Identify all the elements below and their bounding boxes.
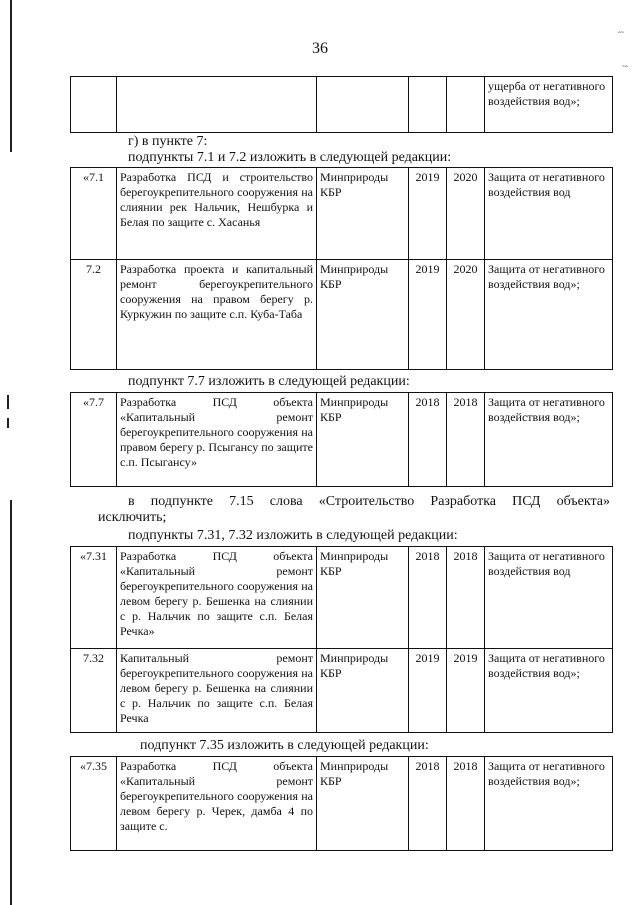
table-row (71, 547, 613, 649)
cell-desc: Разработка ПСД объекта «Капитальный ремонт берегоукрепительного сооружения на правом берегу р. Псыгансу по защите с.п. Псыгансу» (117, 393, 317, 487)
left-margin-tick (7, 395, 9, 409)
cell-end: 2019 (447, 649, 485, 733)
cell-exec: Минприроды КБР (317, 649, 409, 733)
cell-desc: Капитальный ремонт берегоукрепительного сооружения на левом берегу р. Бешенка на слиянии с р. Нальчик по защите с.п. Белая Речка (117, 649, 317, 733)
cell-num (71, 77, 117, 133)
cell-end: 2018 (447, 547, 485, 649)
cell-end: 2018 (447, 393, 485, 487)
text-sub-7-35: подпункт 7.35 изложить в следующей редакции: (140, 738, 429, 753)
text-sub-7-15: в подпункте 7.15 слова «Строительство Разработка ПСД объекта» (128, 494, 610, 509)
table-row (71, 260, 613, 370)
cell-desc: Разработка проекта и капитальный ремонт берегоукрепительного сооружения на правом берегу р. Куркужин по защите с.п. Куба-Таба (117, 260, 317, 370)
cell-exec: Минприроды КБР (317, 757, 409, 851)
left-margin-line (10, 0, 12, 152)
cell-exec (317, 77, 409, 133)
table-7-35 (70, 756, 613, 851)
cell-desc: Разработка ПСД объекта «Капитальный ремонт берегоукрепительного сооружения на левом берегу р. Черек, дамба 4 по защите с. (117, 757, 317, 851)
text-g-point7: г) в пункте 7: (128, 134, 208, 149)
cell-start: 2018 (409, 393, 447, 487)
corner-mark: ˆ˜ (618, 30, 624, 40)
cell-end: 2020 (447, 260, 485, 370)
left-margin-tick (7, 418, 9, 428)
cell-num: «7.7 (71, 393, 117, 487)
cell-num: 7.32 (71, 649, 117, 733)
table-row (71, 649, 613, 733)
left-margin-line (10, 500, 12, 905)
cell-start: 2019 (409, 168, 447, 260)
cell-start (409, 77, 447, 133)
table-row (71, 168, 613, 260)
cell-exec: Минприроды КБР (317, 260, 409, 370)
cell-result: Защита от негативного воздействия вод (485, 168, 613, 260)
cell-result: Защита от негативного воздействия вод»; (485, 757, 613, 851)
cell-start: 2018 (409, 757, 447, 851)
cell-result: Защита от негативного воздействия вод»; (485, 260, 613, 370)
cell-exec: Минприроды КБР (317, 547, 409, 649)
cell-exec: Минприроды КБР (317, 168, 409, 260)
cell-desc: Разработка ПСД и строительство берегоукрепительного сооружения на слиянии рек Нальчик, Нешбурка и Белая по защите с. Хасанья (117, 168, 317, 260)
cell-desc: Разработка ПСД объекта «Капитальный ремонт берегоукрепительного сооружения на левом берегу р. Бешенка на слиянии с р. Нальчик по защите с.п. Белая Речка» (117, 547, 317, 649)
cell-start: 2019 (409, 260, 447, 370)
cell-end: 2018 (447, 757, 485, 851)
page-number: 36 (312, 40, 328, 57)
text-sub-7-15-end: исключить; (98, 510, 167, 525)
cell-result: Защита от негативного воздействия вод»; (485, 649, 613, 733)
cell-start: 2018 (409, 547, 447, 649)
cell-exec: Минприроды КБР (317, 393, 409, 487)
table-row (71, 757, 613, 851)
table-row (71, 393, 613, 487)
cell-num: «7.1 (71, 168, 117, 260)
cell-result: Защита от негативного воздействия вод»; (485, 393, 613, 487)
cell-num: 7.2 (71, 260, 117, 370)
cell-end (447, 77, 485, 133)
text-sub-7-1-7-2: подпункты 7.1 и 7.2 изложить в следующей редакции: (128, 150, 452, 165)
table-7-7 (70, 392, 613, 487)
text-sub-7-7: подпункт 7.7 изложить в следующей редакции: (128, 374, 410, 389)
table-7-1-7-2 (70, 167, 613, 370)
table-continuation (70, 76, 613, 133)
table-7-31-7-32 (70, 546, 613, 733)
cell-end: 2020 (447, 168, 485, 260)
cell-num: «7.35 (71, 757, 117, 851)
cell-desc (117, 77, 317, 133)
cell-num: «7.31 (71, 547, 117, 649)
table-row (71, 77, 613, 133)
corner-mark: ˜ˆ (622, 64, 628, 74)
cell-result: Защита от негативного воздействия вод (485, 547, 613, 649)
cell-start: 2019 (409, 649, 447, 733)
cell-result: ущерба от негативного воздействия вод»; (485, 77, 613, 133)
text-sub-7-31-7-32: подпункты 7.31, 7.32 изложить в следующей редакции: (128, 528, 458, 543)
